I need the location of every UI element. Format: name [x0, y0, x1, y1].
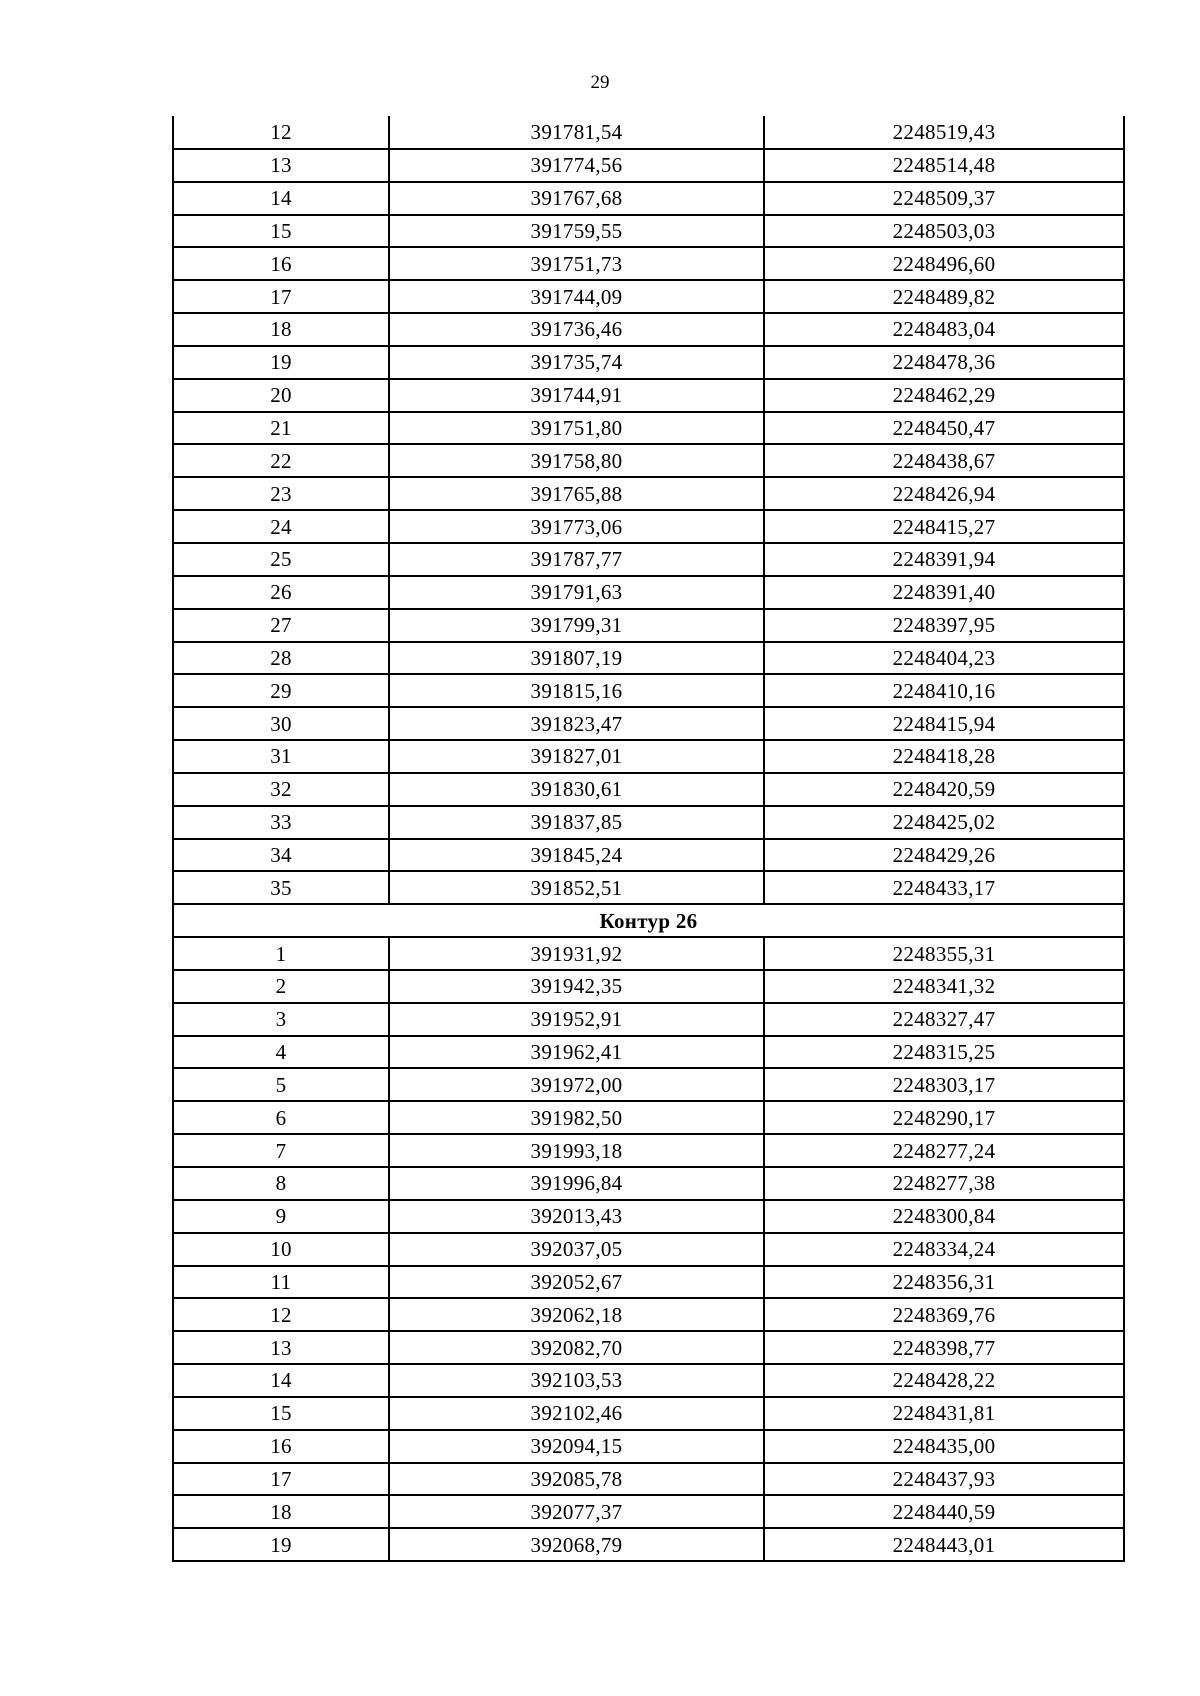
- point-number-cell: 5: [173, 1068, 389, 1101]
- x-coordinate-cell: 391758,80: [389, 444, 764, 477]
- y-coordinate-cell: 2248435,00: [764, 1430, 1124, 1463]
- table-row: [173, 707, 1124, 740]
- point-number-cell: 32: [173, 773, 389, 806]
- table-row: [173, 444, 1124, 477]
- x-coordinate-cell: 392085,78: [389, 1463, 764, 1496]
- point-number-cell: 31: [173, 740, 389, 773]
- point-number-cell: 20: [173, 379, 389, 412]
- y-coordinate-cell: 2248431,81: [764, 1397, 1124, 1430]
- x-coordinate-cell: 391942,35: [389, 970, 764, 1003]
- x-coordinate-cell: 392052,67: [389, 1266, 764, 1299]
- table-row: [173, 182, 1124, 215]
- section-header-row: [173, 904, 1124, 937]
- table-row: [173, 149, 1124, 182]
- point-number-cell: 2: [173, 970, 389, 1003]
- x-coordinate-cell: 391962,41: [389, 1036, 764, 1069]
- table-row: [173, 280, 1124, 313]
- table-row: [173, 773, 1124, 806]
- point-number-cell: 15: [173, 215, 389, 248]
- table-row: [173, 642, 1124, 675]
- y-coordinate-cell: 2248426,94: [764, 477, 1124, 510]
- x-coordinate-cell: 391765,88: [389, 477, 764, 510]
- table-row: [173, 1266, 1124, 1299]
- x-coordinate-cell: 391774,56: [389, 149, 764, 182]
- y-coordinate-cell: 2248443,01: [764, 1528, 1124, 1561]
- x-coordinate-cell: 391791,63: [389, 576, 764, 609]
- point-number-cell: 26: [173, 576, 389, 609]
- y-coordinate-cell: 2248519,43: [764, 116, 1124, 149]
- table-row: [173, 1036, 1124, 1069]
- x-coordinate-cell: 391744,09: [389, 280, 764, 313]
- x-coordinate-cell: 391952,91: [389, 1003, 764, 1036]
- table-row: [173, 247, 1124, 280]
- point-number-cell: 18: [173, 1495, 389, 1528]
- section-header-group: [173, 904, 1124, 937]
- coordinates-table: [172, 116, 1125, 1562]
- point-number-cell: 30: [173, 707, 389, 740]
- contour-26-rows: [173, 937, 1124, 1561]
- point-number-cell: 18: [173, 313, 389, 346]
- table-row: [173, 1430, 1124, 1463]
- table-row: [173, 510, 1124, 543]
- y-coordinate-cell: 2248418,28: [764, 740, 1124, 773]
- contour-25-rows: [173, 116, 1124, 904]
- y-coordinate-cell: 2248391,40: [764, 576, 1124, 609]
- x-coordinate-cell: 392082,70: [389, 1331, 764, 1364]
- y-coordinate-cell: 2248300,84: [764, 1200, 1124, 1233]
- x-coordinate-cell: 391827,01: [389, 740, 764, 773]
- point-number-cell: 12: [173, 116, 389, 149]
- x-coordinate-cell: 391845,24: [389, 839, 764, 872]
- table-row: [173, 379, 1124, 412]
- point-number-cell: 17: [173, 280, 389, 313]
- point-number-cell: 10: [173, 1233, 389, 1266]
- y-coordinate-cell: 2248462,29: [764, 379, 1124, 412]
- x-coordinate-cell: 391759,55: [389, 215, 764, 248]
- y-coordinate-cell: 2248450,47: [764, 412, 1124, 445]
- table-row: [173, 1364, 1124, 1397]
- table-row: [173, 970, 1124, 1003]
- table-row: [173, 1233, 1124, 1266]
- table-row: [173, 346, 1124, 379]
- x-coordinate-cell: 392068,79: [389, 1528, 764, 1561]
- x-coordinate-cell: 391751,80: [389, 412, 764, 445]
- y-coordinate-cell: 2248478,36: [764, 346, 1124, 379]
- point-number-cell: 22: [173, 444, 389, 477]
- point-number-cell: 12: [173, 1298, 389, 1331]
- point-number-cell: 1: [173, 937, 389, 970]
- point-number-cell: 6: [173, 1101, 389, 1134]
- y-coordinate-cell: 2248327,47: [764, 1003, 1124, 1036]
- page-number: 29: [590, 72, 610, 93]
- point-number-cell: 17: [173, 1463, 389, 1496]
- point-number-cell: 33: [173, 806, 389, 839]
- table-row: [173, 576, 1124, 609]
- x-coordinate-cell: 392013,43: [389, 1200, 764, 1233]
- x-coordinate-cell: 391787,77: [389, 543, 764, 576]
- point-number-cell: 35: [173, 871, 389, 904]
- table-row: [173, 1495, 1124, 1528]
- x-coordinate-cell: 391773,06: [389, 510, 764, 543]
- point-number-cell: 14: [173, 1364, 389, 1397]
- x-coordinate-cell: 391815,16: [389, 674, 764, 707]
- table-row: [173, 215, 1124, 248]
- y-coordinate-cell: 2248397,95: [764, 609, 1124, 642]
- y-coordinate-cell: 2248355,31: [764, 937, 1124, 970]
- x-coordinate-cell: 392103,53: [389, 1364, 764, 1397]
- y-coordinate-cell: 2248440,59: [764, 1495, 1124, 1528]
- table-row: [173, 839, 1124, 872]
- y-coordinate-cell: 2248483,04: [764, 313, 1124, 346]
- y-coordinate-cell: 2248315,25: [764, 1036, 1124, 1069]
- table-row: [173, 674, 1124, 707]
- y-coordinate-cell: 2248415,94: [764, 707, 1124, 740]
- x-coordinate-cell: 391852,51: [389, 871, 764, 904]
- table-row: [173, 806, 1124, 839]
- table-row: [173, 1528, 1124, 1561]
- y-coordinate-cell: 2248398,77: [764, 1331, 1124, 1364]
- y-coordinate-cell: 2248420,59: [764, 773, 1124, 806]
- point-number-cell: 21: [173, 412, 389, 445]
- y-coordinate-cell: 2248341,32: [764, 970, 1124, 1003]
- table-row: [173, 1003, 1124, 1036]
- y-coordinate-cell: 2248277,24: [764, 1134, 1124, 1167]
- point-number-cell: 23: [173, 477, 389, 510]
- x-coordinate-cell: 391972,00: [389, 1068, 764, 1101]
- point-number-cell: 19: [173, 346, 389, 379]
- x-coordinate-cell: 392062,18: [389, 1298, 764, 1331]
- y-coordinate-cell: 2248425,02: [764, 806, 1124, 839]
- x-coordinate-cell: 392037,05: [389, 1233, 764, 1266]
- point-number-cell: 13: [173, 1331, 389, 1364]
- y-coordinate-cell: 2248356,31: [764, 1266, 1124, 1299]
- x-coordinate-cell: 391823,47: [389, 707, 764, 740]
- section-title: Контур 26: [173, 904, 1124, 937]
- point-number-cell: 29: [173, 674, 389, 707]
- point-number-cell: 14: [173, 182, 389, 215]
- x-coordinate-cell: 391993,18: [389, 1134, 764, 1167]
- y-coordinate-cell: 2248433,17: [764, 871, 1124, 904]
- x-coordinate-cell: 391830,61: [389, 773, 764, 806]
- x-coordinate-cell: 391767,68: [389, 182, 764, 215]
- x-coordinate-cell: 391735,74: [389, 346, 764, 379]
- table-row: [173, 1200, 1124, 1233]
- x-coordinate-cell: 391837,85: [389, 806, 764, 839]
- point-number-cell: 25: [173, 543, 389, 576]
- point-number-cell: 11: [173, 1266, 389, 1299]
- point-number-cell: 7: [173, 1134, 389, 1167]
- point-number-cell: 3: [173, 1003, 389, 1036]
- table-row: [173, 116, 1124, 149]
- x-coordinate-cell: 391781,54: [389, 116, 764, 149]
- y-coordinate-cell: 2248509,37: [764, 182, 1124, 215]
- table-row: [173, 740, 1124, 773]
- x-coordinate-cell: 391751,73: [389, 247, 764, 280]
- x-coordinate-cell: 391736,46: [389, 313, 764, 346]
- y-coordinate-cell: 2248391,94: [764, 543, 1124, 576]
- x-coordinate-cell: 391982,50: [389, 1101, 764, 1134]
- y-coordinate-cell: 2248277,38: [764, 1167, 1124, 1200]
- table-row: [173, 412, 1124, 445]
- x-coordinate-cell: 391996,84: [389, 1167, 764, 1200]
- x-coordinate-cell: 391807,19: [389, 642, 764, 675]
- y-coordinate-cell: 2248503,03: [764, 215, 1124, 248]
- table-row: [173, 477, 1124, 510]
- point-number-cell: 15: [173, 1397, 389, 1430]
- y-coordinate-cell: 2248404,23: [764, 642, 1124, 675]
- point-number-cell: 28: [173, 642, 389, 675]
- point-number-cell: 16: [173, 247, 389, 280]
- y-coordinate-cell: 2248415,27: [764, 510, 1124, 543]
- table-row: [173, 871, 1124, 904]
- point-number-cell: 34: [173, 839, 389, 872]
- table-row: [173, 1463, 1124, 1496]
- y-coordinate-cell: 2248489,82: [764, 280, 1124, 313]
- table-row: [173, 609, 1124, 642]
- y-coordinate-cell: 2248303,17: [764, 1068, 1124, 1101]
- table-row: [173, 1167, 1124, 1200]
- x-coordinate-cell: 391799,31: [389, 609, 764, 642]
- y-coordinate-cell: 2248437,93: [764, 1463, 1124, 1496]
- x-coordinate-cell: 392094,15: [389, 1430, 764, 1463]
- point-number-cell: 19: [173, 1528, 389, 1561]
- point-number-cell: 27: [173, 609, 389, 642]
- table-row: [173, 1397, 1124, 1430]
- table-row: [173, 1134, 1124, 1167]
- point-number-cell: 24: [173, 510, 389, 543]
- y-coordinate-cell: 2248429,26: [764, 839, 1124, 872]
- point-number-cell: 4: [173, 1036, 389, 1069]
- y-coordinate-cell: 2248496,60: [764, 247, 1124, 280]
- table-row: [173, 1101, 1124, 1134]
- y-coordinate-cell: 2248290,17: [764, 1101, 1124, 1134]
- table-row: [173, 937, 1124, 970]
- table-row: [173, 1298, 1124, 1331]
- y-coordinate-cell: 2248514,48: [764, 149, 1124, 182]
- y-coordinate-cell: 2248369,76: [764, 1298, 1124, 1331]
- y-coordinate-cell: 2248334,24: [764, 1233, 1124, 1266]
- y-coordinate-cell: 2248438,67: [764, 444, 1124, 477]
- point-number-cell: 16: [173, 1430, 389, 1463]
- x-coordinate-cell: 391931,92: [389, 937, 764, 970]
- x-coordinate-cell: 392077,37: [389, 1495, 764, 1528]
- table-row: [173, 1068, 1124, 1101]
- y-coordinate-cell: 2248410,16: [764, 674, 1124, 707]
- y-coordinate-cell: 2248428,22: [764, 1364, 1124, 1397]
- table-row: [173, 543, 1124, 576]
- point-number-cell: 9: [173, 1200, 389, 1233]
- x-coordinate-cell: 392102,46: [389, 1397, 764, 1430]
- table-row: [173, 313, 1124, 346]
- point-number-cell: 13: [173, 149, 389, 182]
- x-coordinate-cell: 391744,91: [389, 379, 764, 412]
- point-number-cell: 8: [173, 1167, 389, 1200]
- table-row: [173, 1331, 1124, 1364]
